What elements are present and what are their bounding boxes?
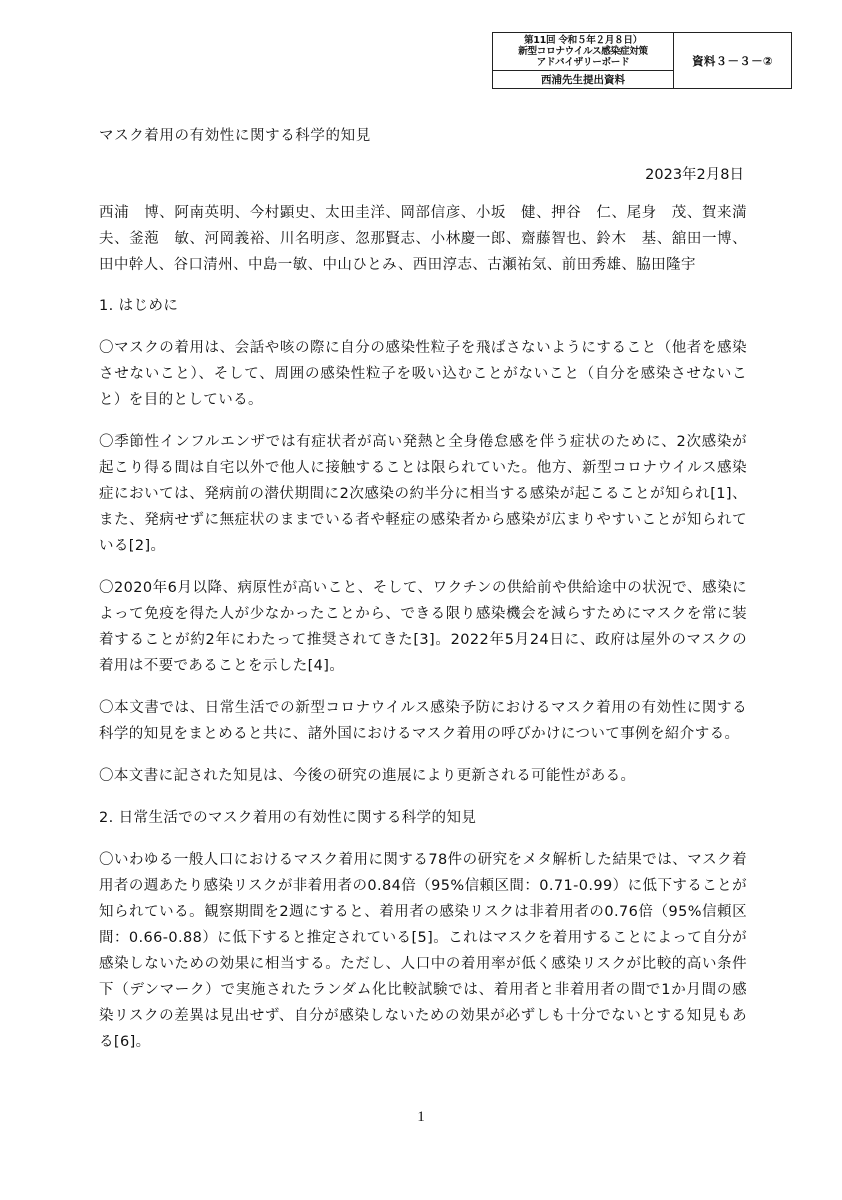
page-number: 1 (417, 1109, 425, 1125)
section-2-heading: 2. 日常生活でのマスク着用の有効性に関する科学的知見 (99, 810, 477, 826)
section-1-paragraph: 〇マスクの着用は、会話や咳の際に自分の感染性粒子を飛ばさないようにすること（他者を感染させないこと）、そして、周囲の感染性粒子を吸い込むことがないこと（自分を感染させないこと）を目的としている。 (99, 340, 747, 408)
author-list: 西浦 博、阿南英明、今村顕史、太田圭洋、岡部信彦、小坂 健、押谷 仁、尾身 茂、賀来満夫、釜萢 敏、河岡義裕、川名明彦、忽那賢志、小林慶一郎、齋藤智也、鈴木 基、舘田一博、田中幹人、谷口清州、中島一敏、中山ひとみ、西田淳志、古瀬祐気、前田秀雄、脇田隆宇 (99, 205, 747, 273)
document-title: マスク着用の有効性に関する科学的知見 (99, 128, 371, 144)
document-id: 資料３－３－② (692, 53, 773, 68)
meeting-info-line-1: 第11回 令和５年２月８日） (523, 35, 643, 46)
meeting-info-line-2: 新型コロナウイルス感染症対策 (518, 46, 648, 57)
meeting-info-line-3: アドバイザリーボード (536, 57, 630, 68)
section-1-paragraph: 〇本文書に記された知見は、今後の研究の進展により更新される可能性がある。 (99, 768, 636, 784)
section-1-paragraph: 〇季節性インフルエンザでは有症状者が高い発熱と全身倦怠感を伴う症状のために、2次感染が起こり得る間は自宅以外で他人に接触することは限られていた。他方、新型コロナウイルス感染症においては、発病前の潜伏期間に2次感染の約半分に相当する感染が起こることが知られ[1]、また、発病せずに無症状のままでいる者や軽症の感染者から感染が広まりやすいことが知られている[2]。 (99, 434, 747, 554)
document-body (99, 200, 747, 1071)
submitter-label: 西浦先生提出資料 (541, 74, 625, 86)
section-1-paragraph: 〇2020年6月以降、病原性が高いこと、そして、ワクチンの供給前や供給途中の状況で、感染によって免疫を得た人が少なかったことから、できる限り感染機会を減らすためにマスクを常に装着することが約2年にわたって推奨されてきた[3]。2022年5月24日に、政府は屋外のマスクの着用は不要であることを示した[4]。 (99, 580, 747, 674)
section-2-paragraph: 〇いわゆる一般人口におけるマスク着用に関する78件の研究をメタ解析した結果では、マスク着用者の週あたり感染リスクが非着用者の0.84倍（95%信頼区間：0.71-0.99）に低下することが知られている。観察期間を2週にすると、着用者の感染リスクは非着用者の0.76倍（95%信頼区間：0.66-0.88）に低下すると推定されている[5]。これはマスクを着用することによって自分が感染しないための効果に相当する。ただし、人口中の着用率が低く感染リスクが比較的高い条件下（デンマーク）で実施されたランダム化比較試験では、着用者と非着用者の間で1か月間の感染リスクの差異は見出せず、自分が感染しないための効果が必ずしも十分でないとする知見もある[6]。 (99, 852, 747, 1050)
section-1-heading: 1. はじめに (99, 298, 179, 314)
section-1-paragraph: 〇本文書では、日常生活での新型コロナウイルス感染予防におけるマスク着用の有効性に関する科学的知見をまとめると共に、諸外国におけるマスク着用の呼びかけについて事例を紹介する。 (99, 700, 747, 742)
meeting-info (493, 33, 673, 71)
document-header-box (492, 32, 792, 89)
header-left-column (493, 33, 674, 88)
document-date: 2023年2月8日 (645, 167, 744, 183)
